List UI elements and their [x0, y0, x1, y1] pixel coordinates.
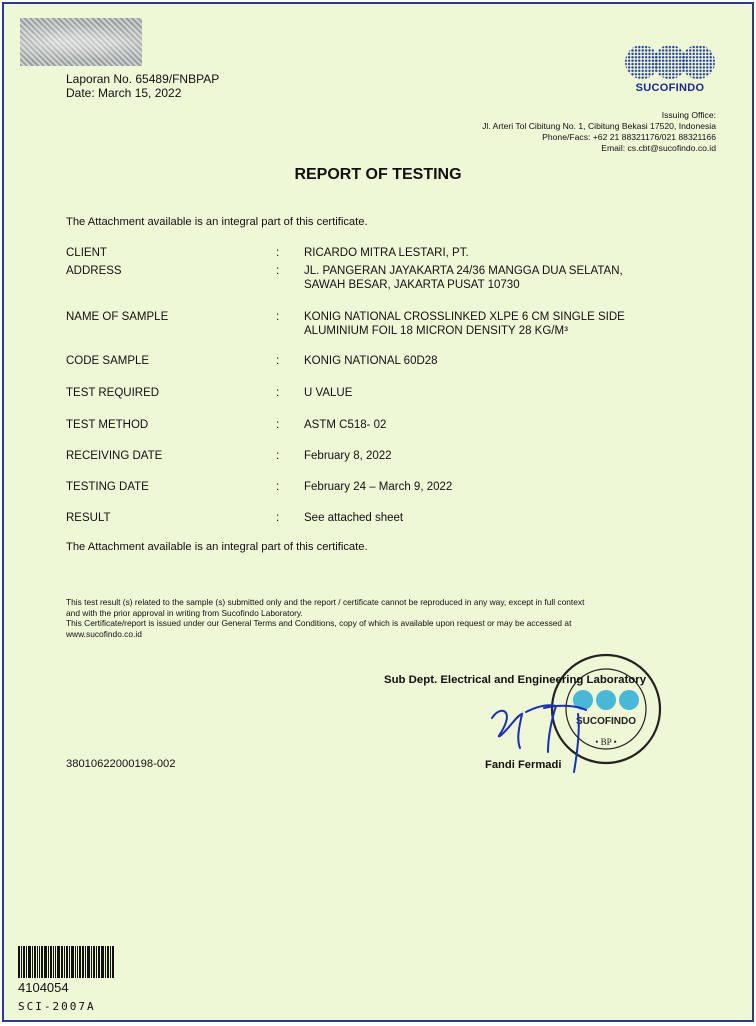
lab-name: Sub Dept. Electrical and Engineering Laboratory	[384, 674, 647, 686]
registration-number: 38010622000198-002	[66, 758, 176, 770]
globe-icon	[624, 42, 716, 82]
barcode-number: 4104054	[18, 980, 69, 995]
report-number: Laporan No. 65489/FNBPAP	[66, 72, 220, 86]
hologram-seal	[20, 18, 142, 66]
logo-text: SUCOFINDO	[635, 82, 705, 94]
office-email: Email: cs.cbt@sucofindo.co.id	[601, 143, 716, 153]
office-label: Issuing Office:	[661, 110, 716, 120]
field-sample-name: NAME OF SAMPLE : KONIG NATIONAL CROSSLINKED XLPE 6 CM SINGLE SIDE ALUMINIUM FOIL 18 MICRON DENSITY 28 KG/M³	[66, 311, 625, 337]
certificate-page	[2, 2, 754, 1022]
stamp-text: SUCOFINDO	[576, 716, 636, 727]
issuing-office	[482, 110, 716, 154]
outro-text: The Attachment available is an integral part of this certificate.	[66, 541, 368, 553]
report-date: Date: March 15, 2022	[66, 86, 182, 100]
field-client: CLIENT : RICARDO MITRA LESTARI, PT.	[66, 247, 469, 259]
stamp-subtext: • BP •	[595, 737, 617, 747]
report-meta	[66, 72, 219, 100]
intro-text: The Attachment available is an integral part of this certificate.	[66, 216, 368, 228]
field-receiving-date: RECEIVING DATE : February 8, 2022	[66, 450, 392, 462]
office-phone: Phone/Facs: +62 21 88321176/021 88321166	[542, 132, 716, 142]
report-title: REPORT OF TESTING	[294, 166, 462, 183]
field-code-sample: CODE SAMPLE : KONIG NATIONAL 60D28	[66, 355, 438, 367]
sucofindo-logo	[620, 42, 720, 94]
form-code: SCI-2007A	[18, 1000, 96, 1013]
disclaimer: This test result (s) related to the sample (s) submitted only and the report / certificate cannot be reproduced in any way, except in full context and with the prior approval in writing from Sucofindo Laboratory. This Certificate/report is issued under our General Terms and Conditions, copy of which is available upon request or may be accessed at www.sucofindo.co.id	[66, 597, 585, 639]
signer-name: Fandi Fermadi	[485, 759, 562, 771]
field-test-method: TEST METHOD : ASTM C518- 02	[66, 419, 387, 431]
barcode	[18, 946, 136, 978]
field-test-required: TEST REQUIRED : U VALUE	[66, 387, 353, 399]
field-testing-date: TESTING DATE : February 24 – March 9, 2022	[66, 481, 453, 493]
field-address: ADDRESS : JL. PANGERAN JAYAKARTA 24/36 MANGGA DUA SELATAN, SAWAH BESAR, JAKARTA PUSAT 10730	[66, 265, 623, 291]
field-result: RESULT : See attached sheet	[66, 512, 404, 524]
office-address: Jl. Arteri Tol Cibitung No. 1, Cibitung Bekasi 17520, Indonesia	[482, 121, 716, 131]
